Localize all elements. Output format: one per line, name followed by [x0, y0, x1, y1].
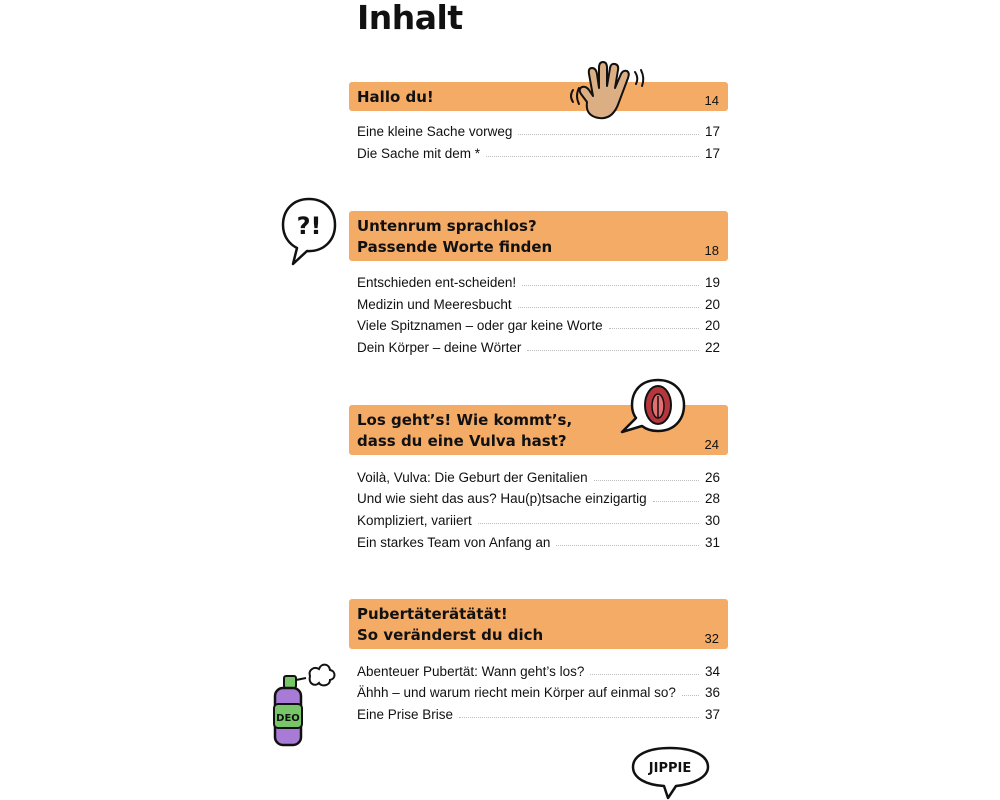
jippie-text: JIPPIE [648, 761, 692, 776]
section-header-pubertaet[interactable] [349, 599, 728, 649]
section-title-line-2: dass du eine Vulva hast? [357, 432, 567, 450]
toc-entry[interactable] [357, 465, 720, 485]
deo-spray-icon [270, 660, 336, 750]
dot-leader [522, 285, 699, 286]
toc-entry-page: 19 [704, 275, 720, 290]
toc-entry-text: Eine Prise Brise [357, 707, 454, 722]
section-page-number: 24 [704, 437, 719, 452]
toc-entry-text: Abenteuer Pubertät: Wann geht’s los? [357, 664, 585, 679]
deo-label: DEO [276, 713, 300, 724]
vulva-bubble-icon [618, 376, 688, 438]
toc-entry-page: 31 [704, 535, 720, 550]
section-title-line-1: Untenrum sprachlos? [357, 217, 537, 235]
toc-entry[interactable] [357, 270, 720, 290]
dot-leader [518, 307, 699, 308]
dot-leader [478, 523, 699, 524]
toc-entry[interactable] [357, 292, 720, 312]
toc-entry[interactable] [357, 335, 720, 355]
toc-entry-page: 20 [704, 297, 720, 312]
toc-entry[interactable] [357, 530, 720, 550]
toc-entry-page: 30 [704, 513, 720, 528]
toc-entry-text: Eine kleine Sache vorweg [357, 124, 513, 139]
section-title-line-1: Los geht’s! Wie kommt’s, [357, 411, 573, 429]
toc-entry[interactable] [357, 119, 720, 139]
toc-entry-text: Entschieden ent-scheiden! [357, 275, 517, 290]
dot-leader [527, 350, 699, 351]
dot-leader [518, 134, 699, 135]
section-page-number: 18 [704, 243, 719, 258]
toc-entry[interactable] [357, 680, 720, 700]
toc-entry[interactable] [357, 508, 720, 528]
toc-entry-text: Die Sache mit dem * [357, 146, 481, 161]
jippie-bubble-icon [628, 745, 712, 800]
dot-leader [594, 480, 699, 481]
section-header-untenrum-sprachlos[interactable] [349, 211, 728, 261]
speech-bubble-text: ?! [296, 212, 322, 240]
toc-entry-text: Ein starkes Team von Anfang an [357, 535, 551, 550]
toc-entry-text: Ähhh – und warum riecht mein Körper auf einmal so? [357, 685, 676, 700]
toc-entry-page: 22 [704, 340, 720, 355]
toc-entry-text: Medizin und Meeresbucht [357, 297, 512, 312]
dot-leader [682, 695, 699, 696]
toc-entry-page: 17 [704, 124, 720, 139]
dot-leader [486, 156, 699, 157]
page-title: Inhalt [357, 0, 463, 37]
toc-entry-text: Kompliziert, variiert [357, 513, 472, 528]
toc-entry-text: Voilà, Vulva: Die Geburt der Genitalien [357, 470, 588, 485]
toc-entry[interactable] [357, 486, 720, 506]
toc-entry-page: 37 [704, 707, 720, 722]
dot-leader [556, 545, 699, 546]
section-page-number: 14 [704, 93, 719, 108]
speech-bubble-icon [279, 196, 339, 268]
toc-entry[interactable] [357, 313, 720, 333]
waving-hand-icon [565, 60, 649, 124]
section-title-line-1: Pubertäterätätät! [357, 605, 508, 623]
dot-leader [590, 674, 699, 675]
toc-entry-text: Viele Spitznamen – oder gar keine Worte [357, 318, 603, 333]
section-title-line-1: Hallo du! [357, 88, 434, 106]
toc-entry-text: Und wie sieht das aus? Hau(p)tsache einzigartig [357, 491, 647, 506]
toc-entry-page: 26 [704, 470, 720, 485]
toc-entry[interactable] [357, 702, 720, 722]
section-title-line-2: Passende Worte finden [357, 238, 553, 256]
toc-entry-page: 34 [704, 664, 720, 679]
toc-entry-page: 17 [704, 146, 720, 161]
toc-entry-text: Dein Körper – deine Wörter [357, 340, 522, 355]
toc-entry[interactable] [357, 659, 720, 679]
dot-leader [459, 717, 699, 718]
toc-entry-page: 36 [704, 685, 720, 700]
toc-entry-page: 20 [704, 318, 720, 333]
toc-entry-page: 28 [704, 491, 720, 506]
dot-leader [653, 501, 699, 502]
section-title-line-2: So veränderst du dich [357, 626, 544, 644]
section-header-hallo-du[interactable] [349, 82, 728, 111]
dot-leader [609, 328, 699, 329]
toc-entry[interactable] [357, 141, 720, 161]
section-page-number: 32 [704, 631, 719, 646]
